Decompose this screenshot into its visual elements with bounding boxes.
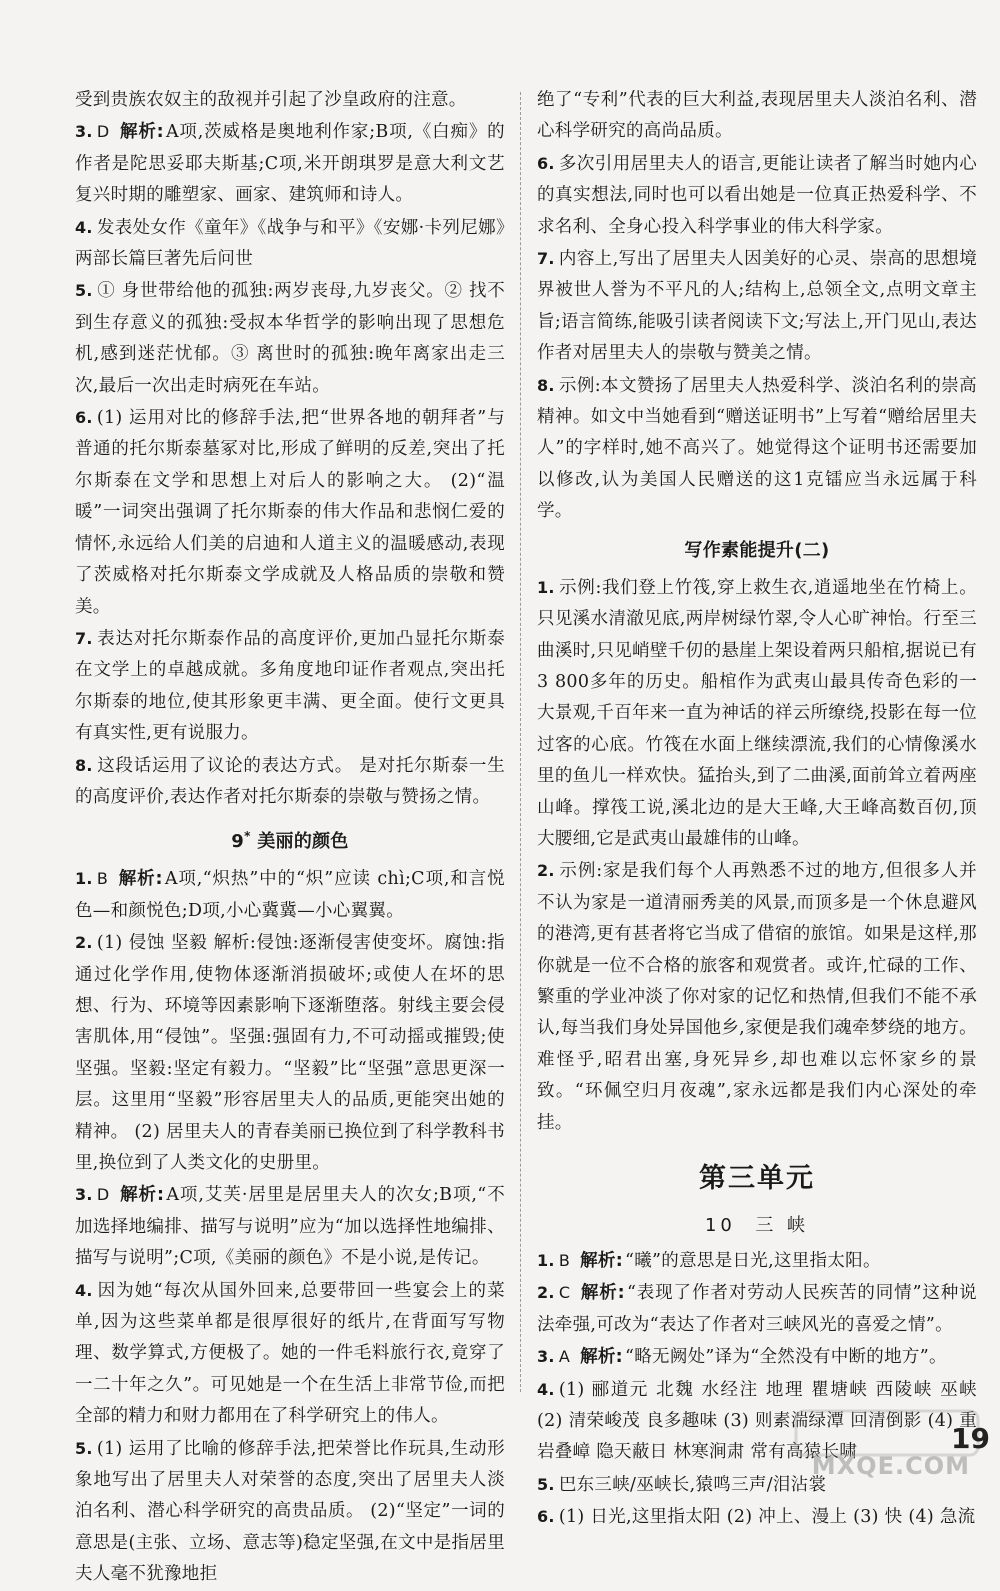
- item-text: A项,艾芙·居里是居里夫人的次女;B项,“不加选择地编排、描写与说明”应为“加以选择性地编排、描写与说明”;C项,《美丽的颜色》不是小说,是传记。: [75, 1185, 505, 1269]
- section-title: [75, 821, 505, 857]
- item-text: 发表处女作《童年》《战争与和平》《安娜·卡列尼娜》两部长篇巨著先后问世: [75, 217, 505, 270]
- analysis-tag: 解析:: [580, 1251, 623, 1271]
- item-text: A项,茨威格是奥地利作家;B项,《白痴》的作者是陀思妥耶夫斯基;C项,米开朗琪罗是意大利文艺复兴时期的雕塑家、画家、建筑师和诗人。: [75, 122, 505, 206]
- item-choice: B: [96, 869, 109, 889]
- answer-item: [537, 243, 977, 370]
- item-number: 1.: [75, 869, 93, 889]
- item-number: 4.: [537, 1379, 555, 1399]
- right-column: [537, 85, 977, 1534]
- answer-item: [75, 927, 505, 1179]
- item-text: 内容上,写出了居里夫人因美好的心灵、崇高的思想境界被世人誉为不平凡的人;结构上,总领全文,点明文章主旨;语言简练,能吸引读者阅读下文;写法上,开门见山,表达作者对居里夫人的崇敬与赞美之情。: [537, 249, 977, 364]
- section-title: 写作素能提升(二): [684, 539, 830, 561]
- answer-item: [537, 855, 977, 1139]
- unit-title: 第三单元: [699, 1163, 815, 1194]
- section-mark: *: [244, 829, 251, 844]
- answer-item: [75, 212, 505, 276]
- item-choice: A: [558, 1347, 571, 1367]
- answer-item: [537, 1501, 977, 1533]
- item-text: 巴东三峡/巫峡长,猿鸣三声/泪沾裳: [558, 1474, 827, 1495]
- answer-item: [75, 623, 505, 750]
- answer-item: [75, 116, 505, 211]
- lesson-name: 三 峡: [755, 1215, 810, 1236]
- item-number: 4.: [75, 1280, 93, 1300]
- item-number: 1.: [537, 577, 555, 597]
- answer-item: [537, 1245, 977, 1277]
- answer-item: [75, 275, 505, 402]
- answer-item: [537, 572, 977, 856]
- answer-item: [75, 1433, 505, 1591]
- answer-item: [537, 370, 977, 528]
- item-text: 示例:本文赞扬了居里夫人热爱科学、淡泊名利的崇高精神。如文中当她看到“赠送证明书”上写着“赠给居里夫人”的字样时,她不高兴了。她觉得这个证明书还需要加以修改,认为美国人民赠送的这1克镭应当永远属于科学。: [537, 375, 977, 522]
- item-number: 1.: [537, 1251, 555, 1270]
- item-number: 7.: [75, 628, 93, 648]
- item-number: 8.: [537, 375, 555, 395]
- item-choice: B: [558, 1251, 571, 1270]
- item-text: A项,“炽热”中的“炽”应读 chì;C项,和言悦色—和颜悦色;D项,小心冀冀—小心翼翼。: [75, 869, 505, 921]
- item-text: (1) 运用了比喻的修辞手法,把荣誉比作玩具,生动形象地写出了居里夫人对荣誉的态度,突出了居里夫人淡泊名利、潜心科学研究的高贵品质。 (2)“坚定”一词的意思是(主张、立场、意志等)稳定坚强,在文中是指居里夫人毫不犹豫地拒: [75, 1438, 505, 1585]
- answer-item: [75, 402, 505, 623]
- item-number: 5.: [75, 1438, 93, 1458]
- column-divider: [520, 92, 521, 1392]
- page-number: 19: [951, 1422, 990, 1455]
- item-number: 3.: [75, 1185, 93, 1205]
- item-number: 4.: [75, 217, 93, 237]
- item-text: ① 身世带给他的孤独:两岁丧母,九岁丧父。② 找不到生存意义的孤独:受叔本华哲学的影响出现了思想危机,感到迷茫忧郁。③ 离世时的孤独:晚年离家出走三次,最后一次出走时病死在车站。: [75, 281, 505, 396]
- answer-item: [537, 1341, 977, 1373]
- analysis-tag: 解析:: [580, 1347, 623, 1368]
- answer-item: [537, 148, 977, 243]
- analysis-tag: 解析:: [119, 122, 164, 143]
- item-text: 这段话运用了议论的表达方式。 是对托尔斯泰一生的高度评价,表达作者对托尔斯泰的崇敬与赞扬之情。: [75, 755, 505, 807]
- item-number: 7.: [537, 249, 555, 269]
- item-number: 8.: [75, 755, 93, 775]
- item-text: (1) 运用对比的修辞手法,把“世界各地的朝拜者”与普通的托尔斯泰墓冢对比,形成了鲜明的反差,突出了托尔斯泰在文学和思想上对后人的影响之大。 (2)“温暖”一词突出强调了托尔斯泰的伟大作品和悲悯仁爱的情怀,永远给人们美的启迪和人道主义的温暖感动,表现了茨威格对托尔斯泰文学成就及人格品质的崇敬和赞美。: [75, 408, 505, 617]
- analysis-tag: 解析:: [119, 1185, 165, 1206]
- item-text: 表达对托尔斯泰作品的高度评价,更加凸显托尔斯泰在文学上的卓越成就。多角度地印证作者观点,突出托尔斯泰的地位,使其形象更丰满、更全面。使行文更具有真实性,更有说服力。: [75, 628, 505, 744]
- item-choice: C: [558, 1283, 571, 1303]
- item-number: 2.: [537, 861, 555, 881]
- item-number: 3.: [75, 122, 93, 142]
- item-text: “曦”的意思是日光,这里指太阳。: [625, 1251, 881, 1271]
- item-number: 6.: [537, 1507, 555, 1527]
- item-text: 因为她“每次从国外回来,总要带回一些宴会上的菜单,因为这些菜单都是很厚很好的纸片,在背面写写物理、数学算式,方便极了。她的一件毛料旅行衣,竟穿了一二十年之久”。可见她是一个在生活上非常节俭,而把全部的精力和财力都用在了科学研究上的伟人。: [75, 1280, 505, 1427]
- answer-item: [537, 1277, 977, 1341]
- item-number: 5.: [75, 281, 93, 301]
- item-number: 3.: [537, 1347, 555, 1367]
- item-number: 2.: [537, 1283, 555, 1303]
- item-number: 2.: [75, 933, 93, 953]
- answer-item: [75, 1275, 505, 1433]
- item-text: 示例:家是我们每个人再熟悉不过的地方,但很多人并不认为家是一道清丽秀美的风景,而顶多是一个休息避风的港湾,更有甚者将它当成了借宿的旅馆。如果是这样,那你就是一位不合格的旅客和观赏者。或许,忙碌的工作、繁重的学业冲淡了你对家的记忆和热情,但我们不能不承认,每当我们身处异国他乡,家便是我们魂牵梦绕的地方。难怪乎,昭君出塞,身死异乡,却也难以忘怀家乡的景致。“环佩空归月夜魂”,家永远都是我们内心深处的牵挂。: [537, 861, 977, 1133]
- left-column: [75, 85, 505, 1591]
- item-number: 5.: [537, 1474, 555, 1494]
- item-choice: D: [96, 1185, 110, 1205]
- item-text: 多次引用居里夫人的语言,更能让读者了解当时她内心的真实想法,同时也可以看出她是一位真正热爱科学、不求名利、全身心投入科学事业的伟大科学家。: [537, 153, 977, 237]
- item-number: 6.: [537, 153, 555, 173]
- analysis-tag: 解析:: [118, 869, 163, 890]
- item-choice: D: [96, 122, 110, 142]
- item-text: “表现了作者对劳动人民疾苦的同情”这种说法牵强,可改为“表达了作者对三峡风光的喜爱之情”。: [537, 1283, 977, 1335]
- section-number: 9: [231, 831, 245, 853]
- item-number: 6.: [75, 408, 93, 428]
- analysis-tag: 解析:: [580, 1283, 625, 1304]
- answer-continuation: 绝了“专利”代表的巨大利益,表现居里夫人淡泊名利、潜心科学研究的高尚品质。: [537, 90, 977, 142]
- item-text: (1) 日光,这里指太阳 (2) 冲上、漫上 (3) 快 (4) 急流: [558, 1507, 976, 1528]
- section-name: 美丽的颜色: [257, 831, 349, 853]
- answer-item: [75, 1179, 505, 1274]
- answer-continuation: 受到贵族农奴主的敌视并引起了沙皇政府的注意。: [75, 90, 467, 110]
- item-text: (1) 侵蚀 坚毅 解析:侵蚀:逐渐侵害使变坏。腐蚀:指通过化学作用,使物体逐渐消损破坏;或使人在坏的思想、行为、环境等因素影响下逐渐堕落。射线主要会侵害肌体,用“侵蚀”。坚强:强固有力,不可动摇或摧毁;使坚强。坚毅:坚定有毅力。“坚毅”比“坚强”意思更深一层。这里用“坚毅”形容居里夫人的品质,更能突出她的精神。 (2) 居里夫人的青春美丽已换位到了科学教科书里,换位到了人类文化的史册里。: [75, 933, 505, 1173]
- lesson-number: 10: [704, 1215, 736, 1236]
- answer-item: [75, 750, 505, 814]
- answer-item: [75, 863, 505, 927]
- item-text: (1) 郦道元 北魏 水经注 地理 瞿塘峡 西陵峡 巫峡 (2) 清荣峻茂 良多趣味 (3) 则素湍绿潭 回清倒影 (4) 重岩叠嶂 隐天蔽日 林寒涧肃 常有高猿长啸: [537, 1379, 977, 1463]
- watermark-site: MXQE.COM: [811, 1452, 970, 1480]
- item-text: 示例:我们登上竹筏,穿上救生衣,逍遥地坐在竹椅上。只见溪水清澈见底,两岸树绿竹翠,令人心旷神怡。行至三曲溪时,只见峭壁千仞的悬崖上架设着两只船棺,据说已有3 800多年的历史。船棺作为武夷山最具传奇色彩的一大景观,千百年来一直为神话的祥云所缭绕,投影在每一位过客的心底。竹筏在水面上继续漂流,我们的心情像溪水里的鱼儿一样欢快。猛抬头,到了二曲溪,面前耸立着两座山峰。撑筏工说,溪北边的是大王峰,大王峰高数百仞,顶大腰细,它是武夷山最雄伟的山峰。: [537, 577, 977, 849]
- item-text: “略无阙处”译为“全然没有中断的地方”。: [624, 1347, 947, 1368]
- lesson-title: [537, 1211, 977, 1241]
